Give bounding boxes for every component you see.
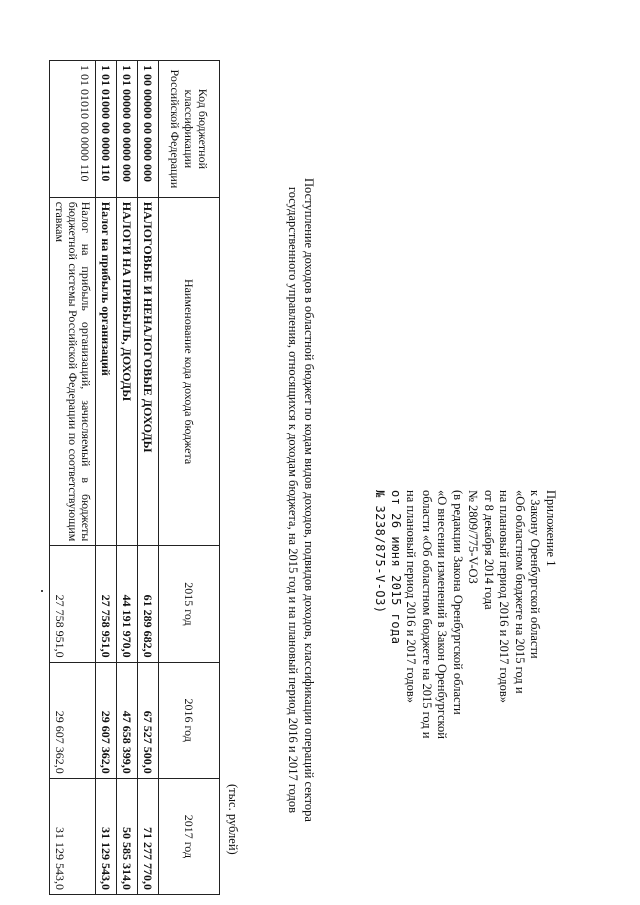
- appendix-line: на плановый период 2016 и 2017 годов»: [404, 490, 419, 703]
- appendix-line: Приложение 1: [544, 490, 558, 567]
- table-header-row: [159, 61, 220, 895]
- appendix-date-line: от 26 июня 2015 года: [389, 490, 403, 645]
- appendix-line: от 8 декабря 2014 года: [482, 490, 496, 610]
- row-value-2015: 27 758 951,0: [96, 546, 117, 662]
- header-2017: 2017 год: [159, 778, 220, 894]
- row-code: 1 01 01000 00 0000 110: [96, 61, 117, 198]
- row-value-2016: 29 607 362,0: [50, 662, 96, 778]
- row-value-2017: 50 585 314,0: [117, 778, 138, 894]
- appendix-line: «О внесении изменений в Закон Оренбургской: [435, 490, 450, 739]
- row-code: 1 01 01010 00 0000 110: [50, 61, 96, 198]
- table-row: [117, 61, 138, 895]
- row-value-2016: 67 527 500,0: [138, 662, 159, 778]
- row-name: Налог на прибыль организаций: [96, 197, 117, 546]
- row-value-2017: 31 129 543,0: [96, 778, 117, 894]
- appendix-line: (в редакции Закона Оренбургской области: [451, 490, 465, 715]
- row-value-2015: 61 289 682,0: [138, 546, 159, 662]
- row-code: 1 00 00000 00 0000 000: [138, 61, 159, 198]
- row-code: 1 01 00000 00 0000 000: [117, 61, 138, 198]
- row-value-2017: 31 129 543,0: [50, 778, 96, 894]
- appendix-number-line: № 3238/875-V-ОЗ): [373, 490, 388, 614]
- header-2015: 2015 год: [159, 546, 220, 662]
- scan-speck: [41, 590, 43, 592]
- table-row: [96, 61, 117, 895]
- row-value-2015: 27 758 951,0: [50, 546, 96, 662]
- appendix-line: к Закону Оренбургской области: [528, 490, 543, 659]
- row-value-2016: 47 658 399,0: [117, 662, 138, 778]
- row-value-2016: 29 607 362,0: [96, 662, 117, 778]
- row-name: НАЛОГОВЫЕ И НЕНАЛОГОВЫЕ ДОХОДЫ: [138, 197, 159, 546]
- row-name: НАЛОГИ НА ПРИБЫЛЬ, ДОХОДЫ: [117, 197, 138, 546]
- appendix-block: [372, 490, 558, 900]
- row-value-2015: 44 191 970,0: [117, 546, 138, 662]
- appendix-line: № 2809/775-V-ОЗ: [466, 490, 481, 584]
- unit-label: (тыс. рублей): [226, 784, 240, 855]
- row-name: Налог на прибыль организаций, зачисляемый в бюджеты бюджетной системы Российской Федерации по соответствующим ставкам: [50, 197, 96, 546]
- revenue-table: [49, 60, 220, 895]
- header-name: Наименование кода дохода бюджета: [159, 197, 220, 546]
- table-row: [138, 61, 159, 895]
- appendix-line: на плановый период 2016 и 2017 годов»: [497, 490, 512, 703]
- table-row: [50, 61, 96, 895]
- row-value-2017: 71 277 770,0: [138, 778, 159, 894]
- appendix-line: области «Об областном бюджете на 2015 год и: [420, 490, 434, 739]
- header-code: Код бюджетной классификации Российской Федерации: [159, 61, 220, 198]
- document-title: Поступление доходов в областной бюджет по кодам видов доходов, подвидов доходов, классификации операций сектора государственного управления, относящихся к доходам бюджета, на 2015 год и на плановый период 2016 и 2017 годов: [286, 178, 316, 822]
- header-2016: 2016 год: [159, 662, 220, 778]
- appendix-line: «Об областном бюджете на 2015 год и: [513, 490, 527, 694]
